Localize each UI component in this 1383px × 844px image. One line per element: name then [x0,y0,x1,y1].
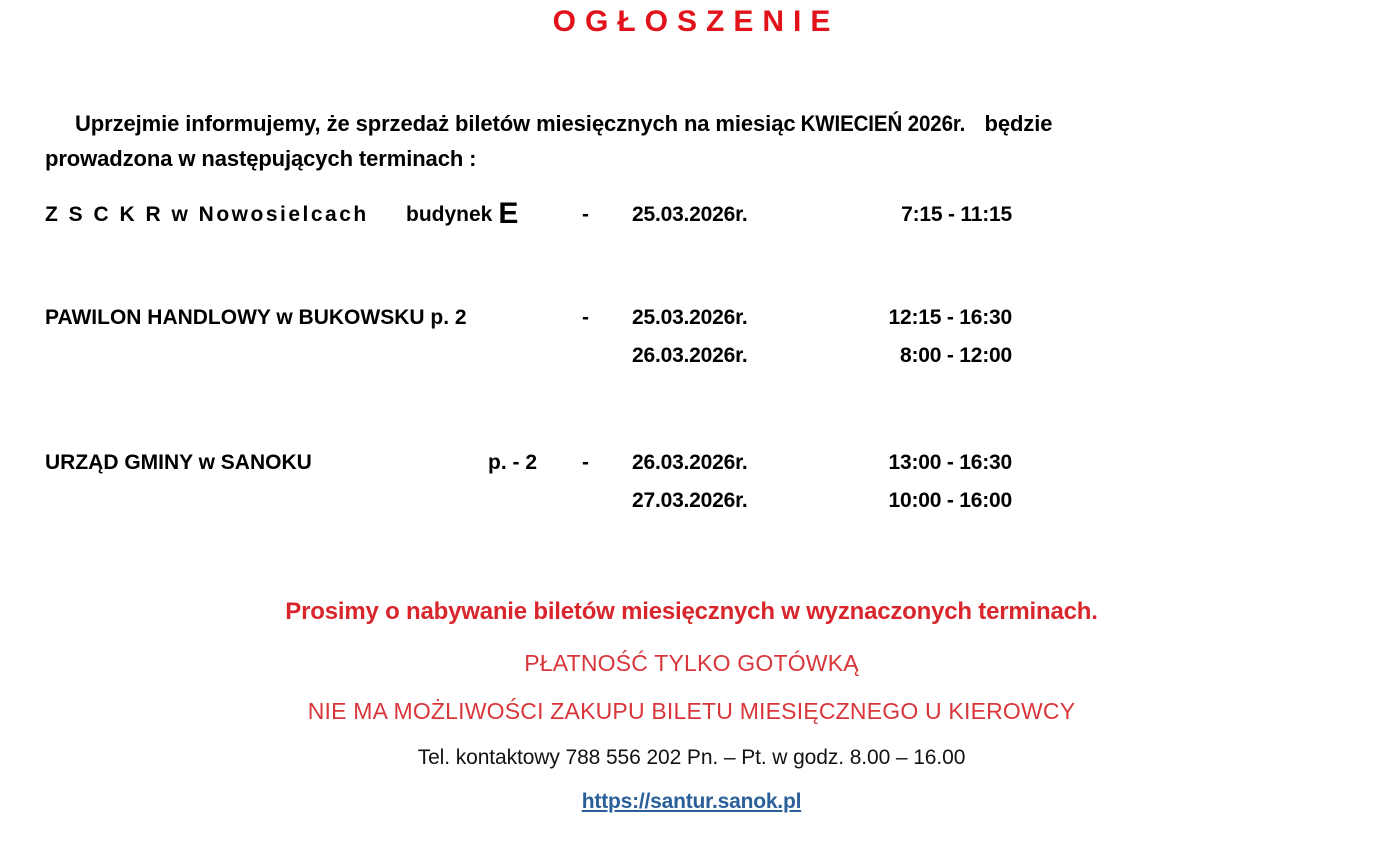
sale-time: 8:00 - 12:00 [899,344,1012,367]
schedule-table [0,196,1383,544]
sale-time: 13:00 - 16:30 [888,451,1012,474]
sale-date: 25.03.2026r. [632,306,748,329]
location-name [45,196,369,234]
page-title: OGŁOSZENIE [552,5,840,38]
schedule-block [0,444,1383,544]
location-detail [406,196,518,234]
location-name-text: Z S C K R w Nowosielcach [45,203,369,226]
intro-text-part1: Uprzejmie informujemy, że sprzedaż biletów miesięcznych na miesiąc [75,111,796,136]
schedule-block [0,299,1383,444]
table-row [0,482,1383,520]
table-row [0,299,1383,337]
intro-month: KWIECIEŃ 2026r. [801,111,966,136]
table-row [0,196,1383,234]
sale-date: 25.03.2026r. [632,203,748,226]
sale-time: 7:15 - 11:15 [901,203,1012,226]
table-row [0,444,1383,482]
sale-time: 12:15 - 16:30 [888,306,1012,329]
location-detail-label: p. - 2 [488,451,538,474]
intro-text-line2: prowadzona w następujących terminach : [45,146,477,171]
intro-text-part2: będzie [984,111,1053,136]
notice-cash-only: PŁATNOŚĆ TYLKO GOTÓWKĄ [524,650,859,676]
separator-dash: - [582,306,589,329]
website-link[interactable]: https://santur.sanok.pl [581,790,802,813]
contact-info: Tel. kontaktowy 788 556 202 Pn. – Pt. w godz. 8.00 – 16.00 [417,746,966,769]
sale-date: 27.03.2026r. [632,489,748,512]
website-link-container [0,790,1383,814]
notice-no-driver-sales: NIE MA MOŻLIWOŚCI ZAKUPU BILETU MIESIĘCZNEGO U KIEROWCY [307,698,1076,724]
schedule-block [0,196,1383,299]
sale-date: 26.03.2026r. [632,344,748,367]
location-name-text: URZĄD GMINY w SANOKU [45,451,312,474]
table-row [0,337,1383,375]
sale-date: 26.03.2026r. [632,451,748,474]
intro-paragraph [45,106,1335,176]
separator-dash: - [582,451,589,474]
sale-time: 10:00 - 16:00 [888,489,1012,512]
location-detail-value: E [498,197,519,230]
location-detail [488,444,537,482]
location-name [45,299,467,337]
location-detail-label: budynek [406,203,493,226]
notice-buy-on-time: Prosimy o nabywanie biletów miesięcznych w wyznaczonych terminach. [285,598,1098,625]
location-name-text: PAWILON HANDLOWY w BUKOWSKU p. 2 [45,306,467,329]
separator-dash: - [582,203,589,226]
location-name [45,444,312,482]
